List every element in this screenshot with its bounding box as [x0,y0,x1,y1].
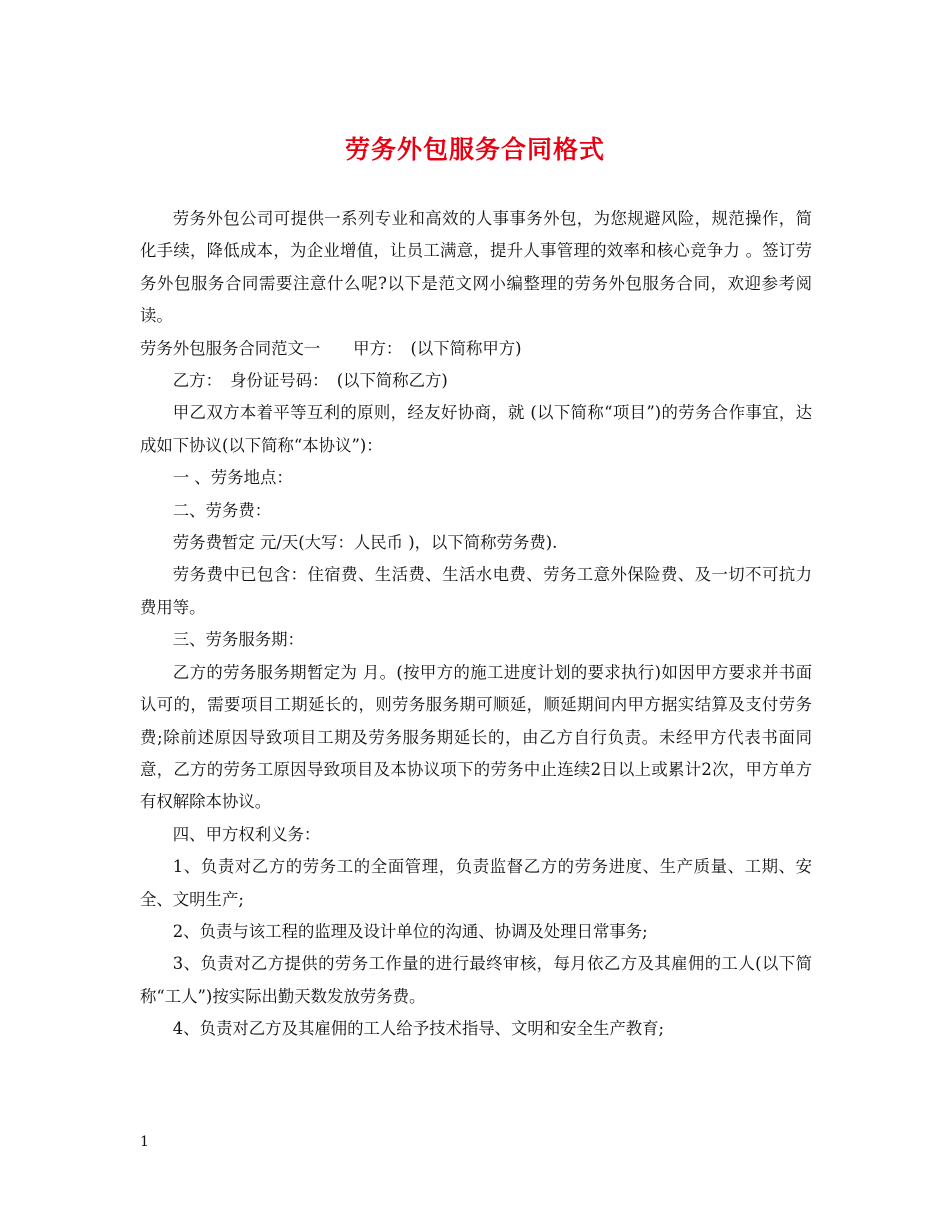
section-1-heading: 一 、劳务地点： [172,468,293,488]
section-4-heading: 四、甲方权利义务： [172,824,321,844]
agreement-preamble: 甲乙双方本着平等互利的原则，经友好协商，就 (以下简称“项目”)的劳务合作事宜，达成如下协议(以下简称“本协议”)： [140,403,812,455]
party-a-duty-2: 2、负责与该工程的监理及设计单位的沟通、协调及处理日常事务; [172,921,648,941]
section-2-heading: 二、劳务费： [172,500,272,520]
document-body [140,203,812,1046]
fee-includes-paragraph: 劳务费中已包含：住宿费、生活费、生活水电费、劳务工意外保险费、及一切不可抗力费用等。 [140,565,812,617]
service-period-paragraph: 乙方的劳务服务期暂定为 月。(按甲方的施工进度计划的要求执行)如因甲方要求并书面认可的，需要项目工期延长的，则劳务服务期可顺延，顺延期间内甲方据实结算及支付劳务费;除前述原因导致项目工期及劳务服务期延长的，由乙方自行负责。未经甲方代表书面同意，乙方的劳务工原因导致项目及本协议项下的劳务中止连续2日以上或累计2次，甲方单方有权解除本协议。 [140,662,812,812]
page-number: 1 [140,1134,149,1150]
section-3-heading: 三、劳务服务期： [172,630,304,650]
fee-rate-paragraph: 劳务费暂定 元/天(大写：人民币 )，以下简称劳务费). [172,533,558,553]
intro-paragraph: 劳务外包公司可提供一系列专业和高效的人事事务外包，为您规避风险，规范操作，简化手续，降低成本，为企业增值，让员工满意，提升人事管理的效率和核心竞争力 。签订劳务外包服务合同需要注意什么呢?以下是范文网小编整理的劳务外包服务合同，欢迎参考阅读。 [140,209,812,326]
document-title: 劳务外包服务合同格式 [344,135,605,164]
party-a-duty-3: 3、负责对乙方提供的劳务工作量的进行最终审核，每月依乙方及其雇佣的工人(以下简称“工人”)按实际出勤天数发放劳务费。 [140,954,812,1006]
party-a-duty-4: 4、负责对乙方及其雇佣的工人给予技术指导、文明和安全生产教育; [172,1019,665,1039]
party-a-duty-1: 1、负责对乙方的劳务工的全面管理，负责监督乙方的劳务进度、生产质量、工期、安全、文明生产; [140,857,812,909]
sample-heading-party-a: 劳务外包服务合同范文一 甲方： (以下简称甲方) [140,338,522,358]
party-b-line: 乙方： 身份证号码： (以下简称乙方) [172,371,448,391]
